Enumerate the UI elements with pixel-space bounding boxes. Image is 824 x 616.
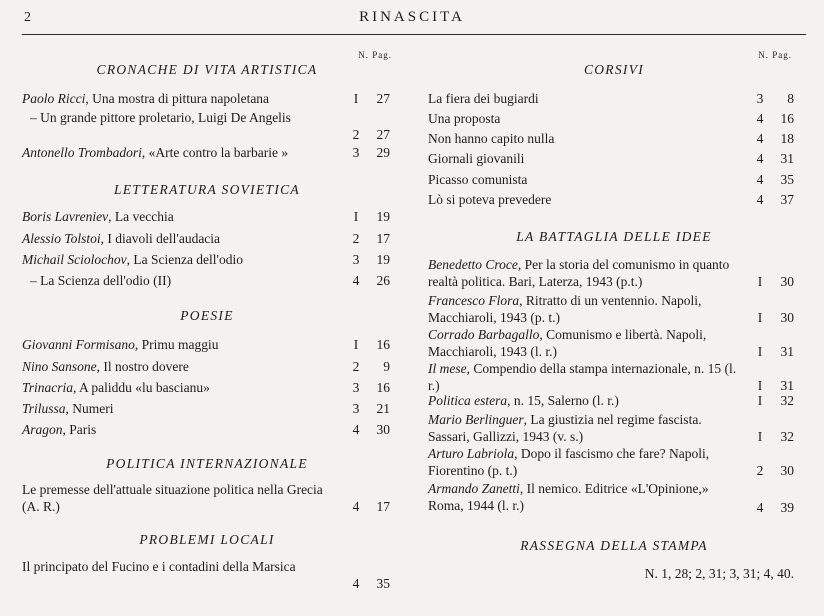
toc-entry bbox=[428, 171, 800, 188]
entry-title: Le premesse dell'attuale situazione politica nella Grecia (A. R.) bbox=[22, 482, 323, 514]
entry-title: , La giustizia nel regime fascista. Sassari, Gallizzi, 1943 (v. s.) bbox=[428, 412, 702, 444]
issue-number: 4 bbox=[352, 422, 360, 437]
toc-entry bbox=[428, 292, 800, 326]
page-ref: 21 bbox=[376, 401, 390, 416]
toc-entry bbox=[428, 480, 800, 516]
toc-entry bbox=[428, 150, 800, 167]
section-title: PROBLEMI LOCALI bbox=[139, 532, 275, 547]
page-ref: 18 bbox=[780, 131, 794, 146]
entry-author: Paolo Ricci bbox=[22, 91, 86, 106]
toc-entry bbox=[22, 109, 392, 143]
issue-number: 4 bbox=[352, 576, 360, 591]
entry-author: Nino Sansone bbox=[22, 359, 97, 374]
entry-author: Politica estera bbox=[428, 393, 508, 408]
page-ref: 31 bbox=[780, 151, 794, 166]
entry-title: , La Scienza dell'odio bbox=[126, 252, 243, 267]
issue-number: 2 bbox=[352, 231, 360, 246]
entry-author: Trilussa bbox=[22, 401, 66, 416]
page-ref: 19 bbox=[376, 209, 390, 224]
page-ref: 31 bbox=[780, 378, 794, 393]
column-header-npag: N. Pag. bbox=[358, 50, 392, 60]
left-column bbox=[22, 40, 392, 610]
toc-entry bbox=[22, 90, 392, 107]
toc-entry bbox=[22, 558, 392, 592]
issue-number: I bbox=[757, 344, 763, 359]
page-ref: 16 bbox=[780, 111, 794, 126]
issue-number: I bbox=[757, 429, 763, 444]
entry-title: , Paris bbox=[62, 422, 97, 437]
entry-author: Michail Sciolochov bbox=[22, 252, 127, 267]
entry-author: Armando Zanetti bbox=[428, 481, 520, 496]
entry-title: , Il nemico. Editrice «L'Opinione,» Roma, 1944 (l. r.) bbox=[428, 481, 709, 513]
entry-author: Alessio Tolstoi bbox=[22, 231, 101, 246]
issue-number: 4 bbox=[756, 151, 764, 166]
toc-entry bbox=[428, 110, 800, 127]
entry-author: Giovanni Formisano bbox=[22, 337, 135, 352]
page-ref: 27 bbox=[376, 127, 390, 142]
entry-title: , Dopo il fascismo che fare? Napoli, Fiorentino (p. t.) bbox=[428, 446, 710, 478]
page-ref: 30 bbox=[780, 463, 794, 478]
toc-entry bbox=[428, 360, 800, 394]
entry-title: Picasso comunista bbox=[428, 172, 528, 187]
toc-entry bbox=[22, 144, 392, 161]
page-header bbox=[0, 0, 824, 34]
issue-number: 2 bbox=[352, 127, 360, 142]
toc-entry bbox=[22, 358, 392, 375]
page-ref: 27 bbox=[376, 91, 390, 106]
page-ref: 35 bbox=[376, 576, 390, 591]
entry-title: , Per la storia del comunismo in quanto realtà politica. Bari, Laterza, 1943 (p.t.) bbox=[428, 257, 730, 289]
rassegna-summary: N. 1, 28; 2, 31; 3, 31; 4, 40. bbox=[644, 566, 794, 581]
entry-author: Francesco Flora bbox=[428, 293, 520, 308]
entry-title: – Un grande pittore proletario, Luigi De Angelis bbox=[30, 110, 291, 125]
page-ref: 17 bbox=[376, 499, 390, 514]
issue-number: 3 bbox=[756, 91, 764, 106]
entry-title: Lò si poteva prevedere bbox=[428, 192, 552, 207]
entry-title: Giornali giovanili bbox=[428, 151, 525, 166]
entry-author: Arturo Labriola bbox=[428, 446, 515, 461]
entry-author: Mario Berlinguer bbox=[428, 412, 524, 427]
issue-number: 4 bbox=[352, 273, 360, 288]
entry-title: , n. 15, Salerno (l. r.) bbox=[507, 393, 619, 408]
entry-title: Una proposta bbox=[428, 111, 501, 126]
section-title: POLITICA INTERNAZIONALE bbox=[106, 456, 308, 471]
entry-title: , Numeri bbox=[65, 401, 114, 416]
page-ref: 8 bbox=[787, 91, 794, 106]
entry-title: , Comunismo e libertà. Napoli, Macchiaroli, 1943 (l. r.) bbox=[428, 327, 707, 359]
page-ref: 31 bbox=[780, 344, 794, 359]
page-ref: 32 bbox=[780, 429, 794, 444]
toc-entry bbox=[428, 191, 800, 208]
entry-title: , Il nostro dovere bbox=[96, 359, 189, 374]
page-number: 2 bbox=[24, 10, 31, 25]
toc-entry bbox=[22, 421, 392, 438]
toc-entry bbox=[22, 230, 392, 247]
issue-number: 4 bbox=[756, 131, 764, 146]
page-ref: 9 bbox=[383, 359, 390, 374]
header-rule bbox=[22, 34, 806, 35]
page-ref: 16 bbox=[376, 337, 390, 352]
entry-author: Aragon bbox=[22, 422, 63, 437]
entry-author: Antonello Trombadori bbox=[22, 145, 142, 160]
toc-entry bbox=[22, 208, 392, 225]
page-ref: 29 bbox=[376, 145, 390, 160]
issue-number: 4 bbox=[756, 192, 764, 207]
issue-number: 4 bbox=[756, 500, 764, 515]
section-title: RASSEGNA DELLA STAMPA bbox=[520, 538, 708, 553]
toc-entry bbox=[22, 379, 392, 396]
entry-title: , «Arte contro la barbarie » bbox=[141, 145, 289, 160]
page-ref: 26 bbox=[376, 273, 390, 288]
issue-number: 4 bbox=[756, 111, 764, 126]
entry-author: Boris Lavreniev bbox=[22, 209, 109, 224]
issue-number: I bbox=[757, 310, 763, 325]
toc-entry bbox=[22, 251, 392, 268]
issue-number: I bbox=[757, 393, 763, 408]
entry-title: , Compendio della stampa internazionale, n. 15 (l. r.) bbox=[428, 361, 737, 393]
page-ref: 32 bbox=[780, 393, 794, 408]
toc-entry bbox=[428, 392, 800, 409]
page-ref: 37 bbox=[780, 192, 794, 207]
entry-author: Trinacria bbox=[22, 380, 74, 395]
issue-number: I bbox=[353, 91, 359, 106]
page-ref: 30 bbox=[780, 274, 794, 289]
toc-entry bbox=[428, 90, 800, 107]
entry-title: Non hanno capito nulla bbox=[428, 131, 555, 146]
toc-entry bbox=[428, 445, 800, 479]
entry-title: Il principato del Fucino e i contadini della Marsica bbox=[22, 559, 296, 574]
page-ref: 16 bbox=[376, 380, 390, 395]
issue-number: I bbox=[353, 209, 359, 224]
right-column bbox=[428, 40, 800, 610]
entry-title: , A paliddu «lu bascianu» bbox=[73, 380, 210, 395]
entry-title: , I diavoli dell'audacia bbox=[100, 231, 221, 246]
page-ref: 30 bbox=[376, 422, 390, 437]
entry-title: , La vecchia bbox=[108, 209, 174, 224]
issue-number: I bbox=[757, 378, 763, 393]
section-title: LA BATTAGLIA DELLE IDEE bbox=[516, 229, 712, 244]
entry-author: Il mese bbox=[428, 361, 467, 376]
issue-number: 4 bbox=[756, 172, 764, 187]
page-ref: 19 bbox=[376, 252, 390, 267]
issue-number: 2 bbox=[756, 463, 764, 478]
entry-title: , Una mostra di pittura napoletana bbox=[85, 91, 270, 106]
issue-number: I bbox=[353, 337, 359, 352]
toc-entry bbox=[428, 256, 800, 290]
toc-entry bbox=[428, 411, 800, 445]
entry-title: La fiera dei bugiardi bbox=[428, 91, 539, 106]
page-ref: 35 bbox=[780, 172, 794, 187]
issue-number: 3 bbox=[352, 145, 360, 160]
toc-entry bbox=[22, 400, 392, 417]
entry-title: , Primu maggiu bbox=[134, 337, 219, 352]
entry-title: , Ritratto di un ventennio. Napoli, Macchiaroli, 1943 (p. t.) bbox=[428, 293, 702, 325]
issue-number: 4 bbox=[352, 499, 360, 514]
toc-entry bbox=[428, 326, 800, 360]
issue-number: 3 bbox=[352, 380, 360, 395]
page-ref: 39 bbox=[780, 500, 794, 515]
entry-title: – La Scienza dell'odio (II) bbox=[30, 273, 172, 288]
issue-number: 2 bbox=[352, 359, 360, 374]
section-title: POESIE bbox=[180, 308, 234, 323]
issue-number: 3 bbox=[352, 401, 360, 416]
page-ref: 17 bbox=[376, 231, 390, 246]
issue-number: I bbox=[757, 274, 763, 289]
toc-entry bbox=[22, 272, 392, 289]
page-ref: 30 bbox=[780, 310, 794, 325]
issue-number: 3 bbox=[352, 252, 360, 267]
column-header-npag: N. Pag. bbox=[758, 50, 792, 60]
entry-author: Corrado Barbagallo bbox=[428, 327, 540, 342]
section-title: CORSIVI bbox=[583, 62, 645, 77]
journal-title: RINASCITA bbox=[359, 9, 465, 25]
entry-author: Benedetto Croce bbox=[428, 257, 518, 272]
toc-entry bbox=[22, 336, 392, 353]
toc-entry bbox=[428, 130, 800, 147]
section-title: CRONACHE DI VITA ARTISTICA bbox=[96, 62, 318, 77]
section-title: LETTERATURA SOVIETICA bbox=[114, 182, 300, 197]
toc-entry bbox=[22, 481, 392, 515]
